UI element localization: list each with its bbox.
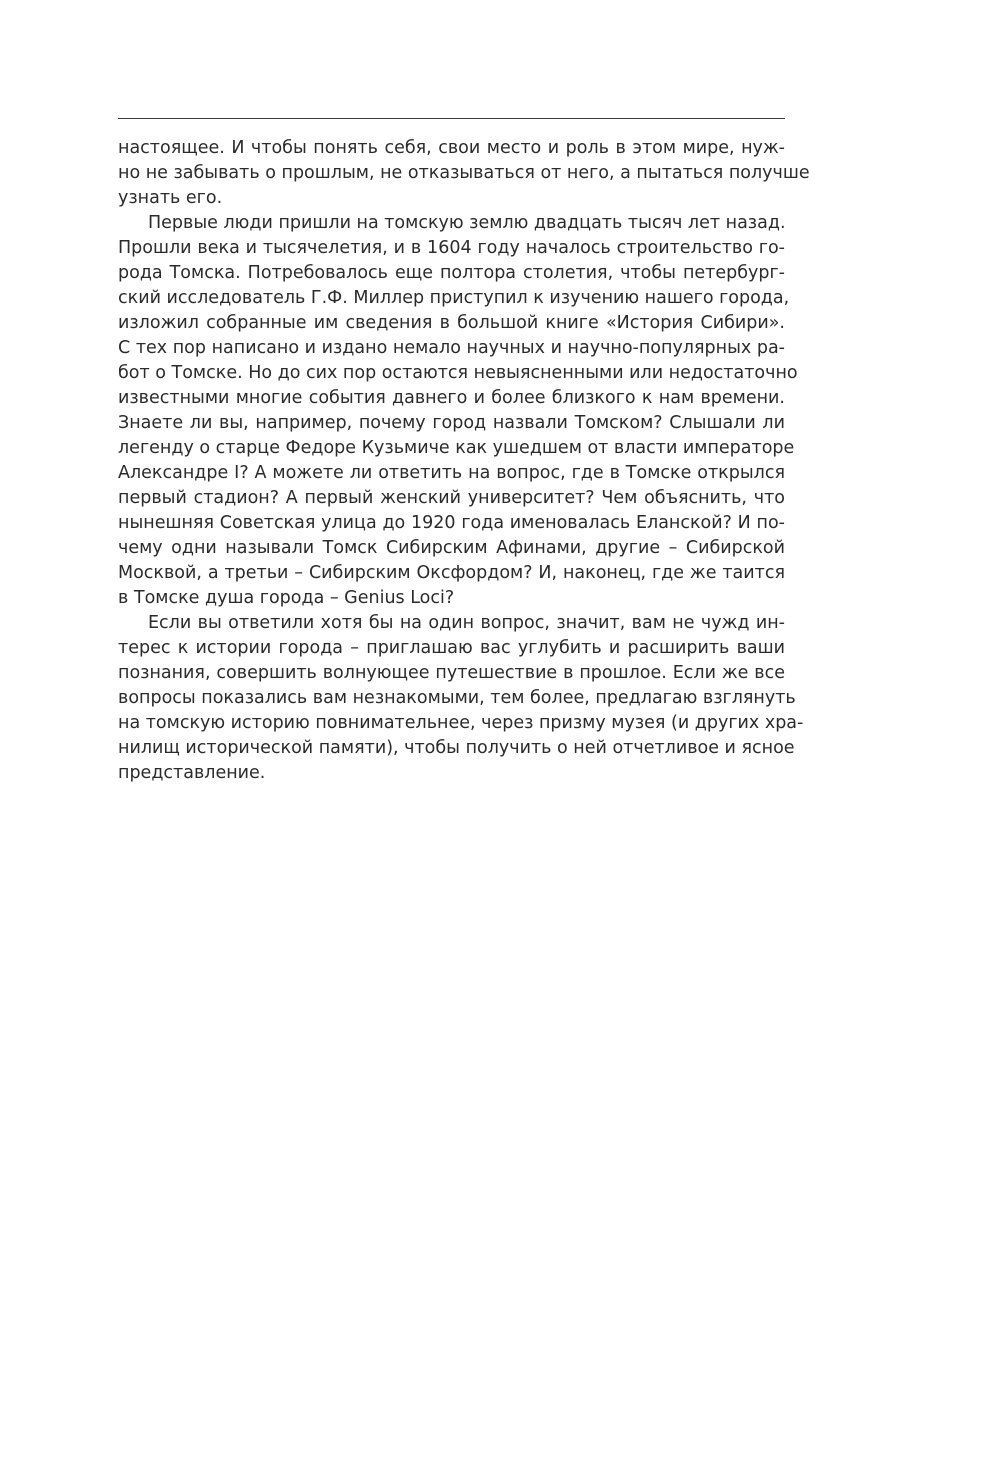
text-line: познания, совершить волнующее путешествие в прошлое. Если же все (118, 663, 785, 683)
text-line: бот о Томске. Но до сих пор остаются невыясненными или недостаточно (118, 363, 798, 383)
text-line: на томскую историю повнимательнее, через призму музея (и других хра- (118, 713, 804, 733)
paragraph-2 (118, 211, 798, 611)
text-line: в Томске душа города – Genius Loci? (118, 588, 455, 608)
header-rule (118, 118, 785, 119)
text-line: но не забывать о прошлым, не отказываться от него, а пытаться получше (118, 163, 810, 183)
body-text (118, 136, 810, 786)
text-line: Знаете ли вы, например, почему город назвали Томском? Слышали ли (118, 413, 785, 433)
paragraph-3 (118, 611, 804, 786)
text-line: первый стадион? А первый женский университет? Чем объяснить, что (118, 488, 785, 508)
text-line: легенду о старце Федоре Кузьмиче как ушедшем от власти императоре (118, 438, 795, 458)
text-line: нилищ исторической памяти), чтобы получить о ней отчетливое и ясное (118, 738, 795, 758)
text-line: известными многие события давнего и более близкого к нам времени. (118, 388, 785, 408)
text-line: настоящее. И чтобы понять себя, свои место и роль в этом мире, нуж- (118, 138, 785, 158)
text-line: Александре I? А можете ли ответить на вопрос, где в Томске открылся (118, 463, 785, 483)
text-line: узнать его. (118, 188, 223, 208)
text-line: ский исследователь Г.Ф. Миллер приступил к изучению нашего города, (118, 288, 790, 308)
paragraph-1 (118, 136, 810, 211)
text-line: вопросы показались вам незнакомыми, тем более, предлагаю взглянуть (118, 688, 796, 708)
text-line: Прошли века и тысячелетия, и в 1604 году началось строительство го- (118, 238, 785, 258)
text-line: Если вы ответили хотя бы на один вопрос, значит, вам не чужд ин- (148, 613, 785, 633)
text-line: рода Томска. Потребовалось еще полтора столетия, чтобы петербург- (118, 263, 785, 283)
text-line: Москвой, а третьи – Сибирским Оксфордом? И, наконец, где же таится (118, 563, 785, 583)
text-line: представление. (118, 763, 266, 783)
text-line: нынешняя Советская улица до 1920 года именовалась Еланской? И по- (118, 513, 785, 533)
text-line: чему одни называли Томск Сибирским Афинами, другие – Сибирской (118, 538, 785, 558)
text-line: Первые люди пришли на томскую землю двадцать тысяч лет назад. (148, 213, 786, 233)
text-line: изложил собранные им сведения в большой книге «История Сибири». (118, 313, 785, 333)
text-line: С тех пор написано и издано немало научных и научно-популярных ра- (118, 338, 785, 358)
text-line: терес к истории города – приглашаю вас углубить и расширить ваши (118, 638, 785, 658)
